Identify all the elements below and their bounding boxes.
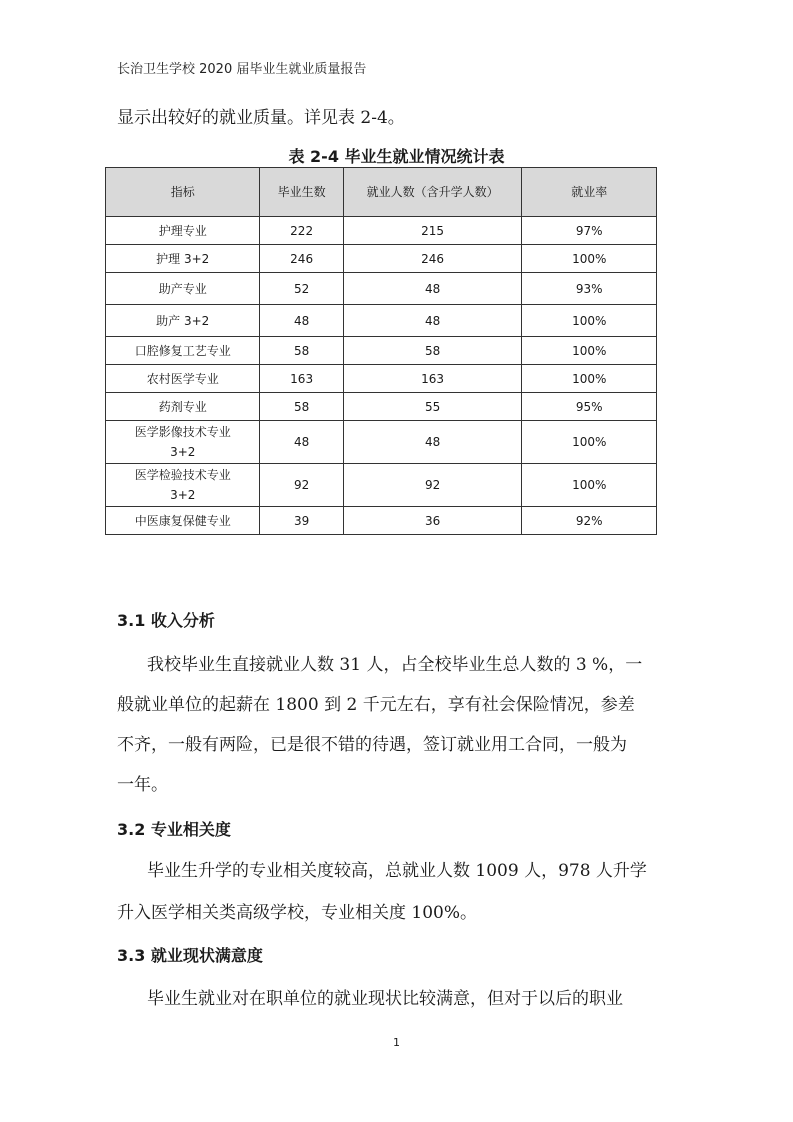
employed-cell: 48 bbox=[343, 273, 522, 305]
major-name-suffix: 3+2 bbox=[170, 445, 196, 459]
paragraph-line: 毕业生升学的专业相关度较高，总就业人数 1009 人，978 人升学 bbox=[147, 861, 647, 881]
rate-cell: 100% bbox=[522, 365, 657, 393]
section-heading-income: 3.1 收入分析 bbox=[117, 611, 215, 630]
paragraph-line: 毕业生就业对在职单位的就业现状比较满意，但对于以后的职业 bbox=[147, 989, 623, 1009]
table-row bbox=[106, 464, 657, 507]
grads-cell: 246 bbox=[260, 245, 343, 273]
major-cell bbox=[106, 464, 260, 507]
column-header: 就业率 bbox=[522, 168, 657, 217]
grads-cell: 58 bbox=[260, 393, 343, 421]
rate-cell: 100% bbox=[522, 337, 657, 365]
major-cell: 护理专业 bbox=[106, 217, 260, 245]
employed-cell: 246 bbox=[343, 245, 522, 273]
employment-table bbox=[105, 167, 657, 535]
table-row bbox=[106, 421, 657, 464]
major-name: 医学检验技术专业 bbox=[134, 468, 231, 482]
rate-cell: 97% bbox=[522, 217, 657, 245]
major-cell: 助产 3+2 bbox=[106, 305, 260, 337]
employed-cell: 48 bbox=[343, 305, 522, 337]
major-name-suffix: 3+2 bbox=[170, 488, 196, 502]
paragraph-line: 我校毕业生直接就业人数 31 人，占全校毕业生总人数的 3 %，一 bbox=[147, 655, 643, 675]
major-cell bbox=[106, 421, 260, 464]
major-name: 医学影像技术专业 bbox=[134, 425, 231, 439]
rate-cell: 100% bbox=[522, 305, 657, 337]
column-header: 毕业生数 bbox=[260, 168, 343, 217]
grads-cell: 48 bbox=[260, 421, 343, 464]
employed-cell: 58 bbox=[343, 337, 522, 365]
rate-cell: 100% bbox=[522, 245, 657, 273]
table-row bbox=[106, 393, 657, 421]
major-cell: 药剂专业 bbox=[106, 393, 260, 421]
major-cell: 口腔修复工艺专业 bbox=[106, 337, 260, 365]
table-row bbox=[106, 365, 657, 393]
table-row bbox=[106, 507, 657, 535]
grads-cell: 52 bbox=[260, 273, 343, 305]
grads-cell: 222 bbox=[260, 217, 343, 245]
paragraph-line: 般就业单位的起薪在 1800 到 2 千元左右，享有社会保险情况，参差 bbox=[117, 695, 635, 715]
employed-cell: 92 bbox=[343, 464, 522, 507]
rate-cell: 95% bbox=[522, 393, 657, 421]
intro-line: 显示出较好的就业质量。详见表 2-4。 bbox=[117, 108, 405, 128]
column-header: 指标 bbox=[106, 168, 260, 217]
major-cell: 中医康复保健专业 bbox=[106, 507, 260, 535]
rate-cell: 100% bbox=[522, 421, 657, 464]
table-row bbox=[106, 273, 657, 305]
grads-cell: 163 bbox=[260, 365, 343, 393]
table-row bbox=[106, 217, 657, 245]
table-row bbox=[106, 305, 657, 337]
rate-cell: 100% bbox=[522, 464, 657, 507]
table-title: 表 2-4 毕业生就业情况统计表 bbox=[288, 147, 505, 166]
employed-cell: 163 bbox=[343, 365, 522, 393]
employed-cell: 48 bbox=[343, 421, 522, 464]
page-number: 1 bbox=[393, 1036, 400, 1049]
page-header: 长治卫生学校 2020 届毕业生就业质量报告 bbox=[117, 62, 367, 77]
table-row bbox=[106, 245, 657, 273]
column-header: 就业人数（含升学人数） bbox=[343, 168, 522, 217]
rate-cell: 92% bbox=[522, 507, 657, 535]
table-header-row bbox=[106, 168, 657, 217]
grads-cell: 48 bbox=[260, 305, 343, 337]
employed-cell: 55 bbox=[343, 393, 522, 421]
employed-cell: 36 bbox=[343, 507, 522, 535]
section-heading-satisfaction: 3.3 就业现状满意度 bbox=[117, 946, 263, 965]
employed-cell: 215 bbox=[343, 217, 522, 245]
grads-cell: 58 bbox=[260, 337, 343, 365]
paragraph-line: 升入医学相关类高级学校，专业相关度 100%。 bbox=[117, 903, 478, 923]
rate-cell: 93% bbox=[522, 273, 657, 305]
grads-cell: 92 bbox=[260, 464, 343, 507]
paragraph-line: 一年。 bbox=[117, 775, 168, 795]
major-cell: 农村医学专业 bbox=[106, 365, 260, 393]
paragraph-line: 不齐，一般有两险，已是很不错的待遇，签订就业用工合同，一般为 bbox=[117, 735, 627, 755]
grads-cell: 39 bbox=[260, 507, 343, 535]
table-row bbox=[106, 337, 657, 365]
section-heading-relevance: 3.2 专业相关度 bbox=[117, 820, 231, 839]
major-cell: 助产专业 bbox=[106, 273, 260, 305]
major-cell: 护理 3+2 bbox=[106, 245, 260, 273]
